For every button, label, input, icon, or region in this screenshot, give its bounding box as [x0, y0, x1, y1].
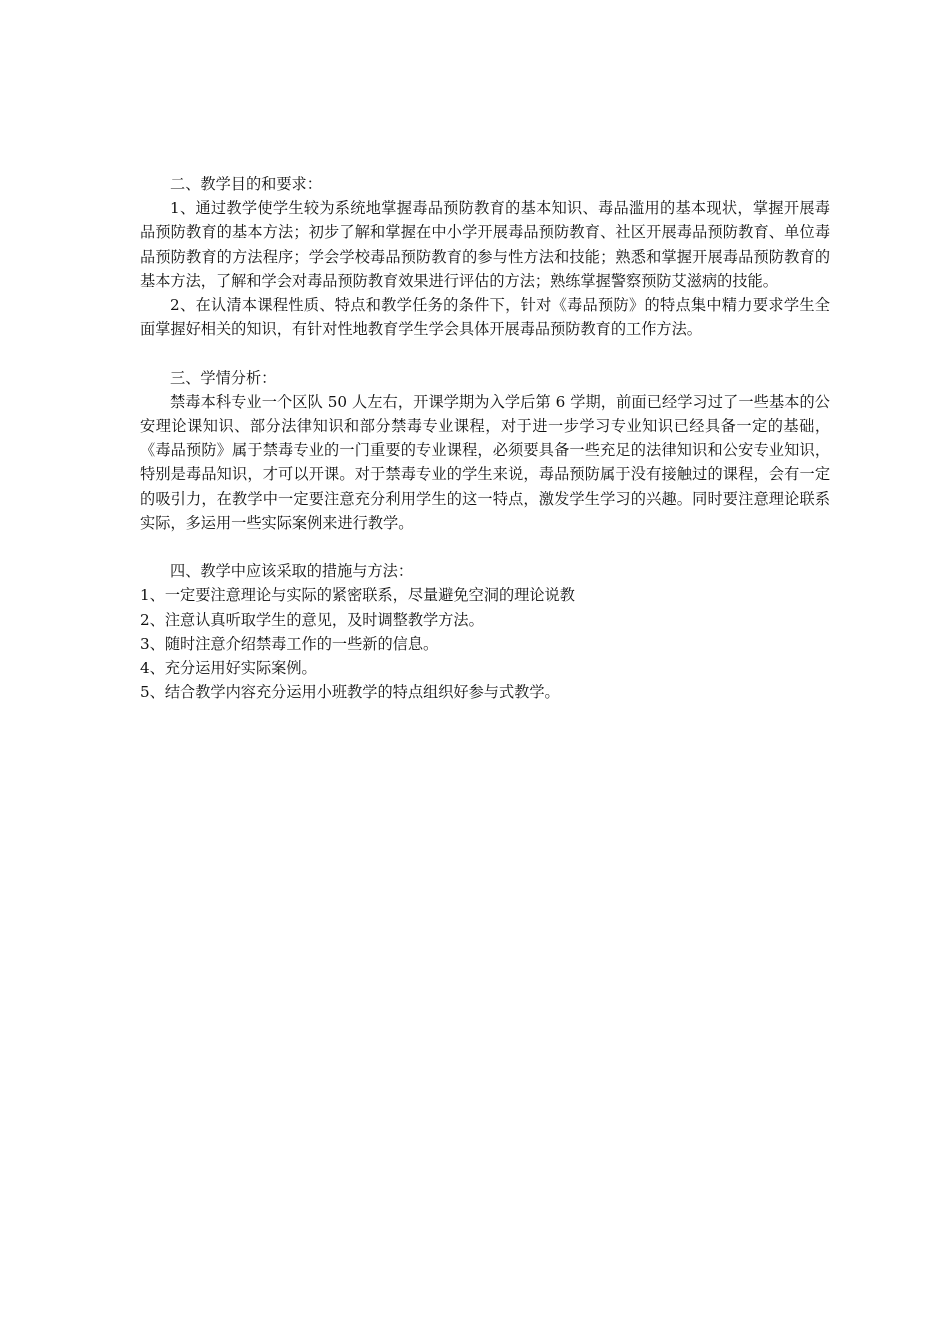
- list-item: 2、注意认真听取学生的意见，及时调整教学方法。: [140, 610, 484, 629]
- section-teaching-methods: [140, 559, 830, 704]
- list-item: 4、充分运用好实际案例。: [140, 659, 317, 678]
- section-student-analysis: [140, 366, 830, 535]
- document-body: [140, 172, 830, 729]
- section-heading: 三、学情分析：: [170, 368, 277, 387]
- paragraph: 禁毒本科专业一个区队 50 人左右，开课学期为入学后第 6 学期，前面已经学习过了一些基本的公安理论课知识、部分法律知识和部分禁毒专业课程，对于进一步学习专业知识已经具备一定的基础，《毒品预防》属于禁毒专业的一门重要的专业课程，必须要具备一些充足的法律知识和公安专业知识，特别是毒品知识，才可以开课。对于禁毒专业的学生来说，毒品预防属于没有接触过的课程，会有一定的吸引力，在教学中一定要注意充分利用学生的这一特点，激发学生学习的兴趣。同时要注意理论联系实际，多运用一些实际案例来进行教学。: [140, 392, 830, 532]
- list-item: 5、结合教学内容充分运用小班教学的特点组织好参与式教学。: [140, 683, 560, 702]
- section-heading: 二、教学目的和要求：: [170, 175, 322, 193]
- section-heading: 四、教学中应该采取的措施与方法：: [170, 562, 413, 581]
- paragraph: 2、在认清本课程性质、特点和教学任务的条件下，针对《毒品预防》的特点集中精力要求学生全面掌握好相关的知识，有针对性地教育学生学会具体开展毒品预防教育的工作方法。: [140, 296, 830, 339]
- list-item: 1、一定要注意理论与实际的紧密联系，尽量避免空洞的理论说教: [140, 586, 575, 605]
- section-teaching-goals: [140, 172, 830, 341]
- list-item: 3、随时注意介绍禁毒工作的一些新的信息。: [140, 634, 439, 653]
- paragraph: 1、通过教学使学生较为系统地掌握毒品预防教育的基本知识、毒品滥用的基本现状，掌握开展毒品预防教育的基本方法；初步了解和掌握在中小学开展毒品预防教育、社区开展毒品预防教育、单位毒品预防教育的方法程序；学会学校毒品预防教育的参与性方法和技能；熟悉和掌握开展毒品预防教育的基本方法，了解和学会对毒品预防教育效果进行评估的方法；熟练掌握警察预防艾滋病的技能。: [140, 199, 830, 290]
